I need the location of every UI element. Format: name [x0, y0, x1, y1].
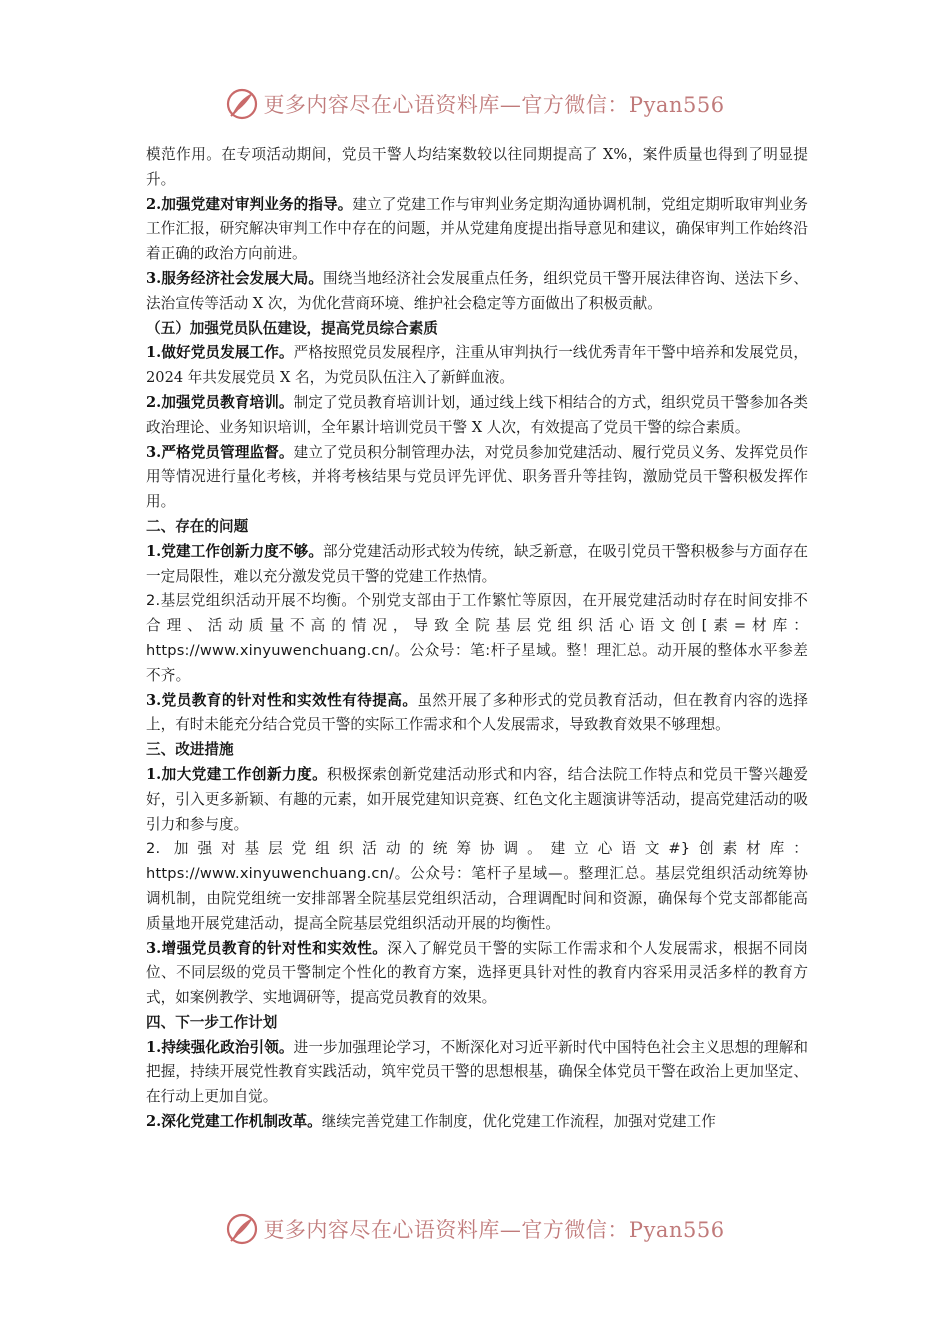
header-banner [0, 86, 950, 122]
paragraph-lead: 3.增强党员教育的针对性和实效性。 [146, 939, 388, 957]
section-heading: 四、下一步工作计划 [146, 1013, 278, 1031]
paragraph-text: 深入了解党员干警的实际工作需求和个人发展需求，根据不同岗位、不同层级的党员干警制定个性化的教育方案，选择更具针对性的教育内容采用灵活多样的教育方式，如案例教学、实地调研等，提高党员教育的效果。 [146, 939, 808, 1007]
paragraph-lead: 2.加强党员教育培训。 [146, 393, 294, 411]
quill-pen-logo-icon [225, 87, 259, 121]
paragraph-text: 建立了党员积分制管理办法，对党员参加党建活动、履行党员义务、发挥党员作用等情况进行量化考核，并将考核结果与党员评先评优、职务晋升等挂钩，激励党员干警积极发挥作用。 [146, 443, 808, 511]
paragraph-text: 继续完善党建工作制度，优化党建工作流程，加强对党建工作 [321, 1113, 716, 1131]
paragraph-text: 部分党建活动形式较为传统，缺乏新意，在吸引党员干警积极参与方面存在一定局限性，难以充分激发党员干警的党建工作热情。 [146, 542, 808, 585]
quill-pen-logo-icon [225, 1212, 259, 1246]
paragraph [146, 1110, 808, 1135]
paragraph [146, 589, 808, 688]
paragraph [146, 143, 808, 193]
paragraph-lead: 2.加强党建对审判业务的指导。 [146, 195, 353, 213]
paragraph-lead: 3.党员教育的针对性和实效性有待提高。 [146, 691, 418, 709]
paragraph-text: 进一步加强理论学习，不断深化对习近平新时代中国特色社会主义思想的理解和把握，持续开展党性教育实践活动，筑牢党员干警的思想根基，确保全体党员干警在政治上更加坚定、在行动上更加自觉。 [146, 1038, 808, 1106]
paragraph-text: 严格按照党员发展程序，注重从审判执行一线优秀青年干警中培养和发展党员，2024 年共发展党员 X 名，为党员队伍注入了新鲜血液。 [146, 344, 808, 387]
paragraph-lead: 1.加大党建工作创新力度。 [146, 765, 328, 783]
paragraph [146, 341, 808, 391]
paragraph-lead: 1.党建工作创新力度不够。 [146, 542, 324, 560]
footer-banner [0, 1211, 950, 1247]
paragraph-lead: 2.深化党建工作机制改革。 [146, 1113, 322, 1131]
paragraph-lead: 3.服务经济社会发展大局。 [146, 269, 324, 287]
paragraph [146, 267, 808, 317]
paragraph [146, 1036, 808, 1110]
paragraph-text: 制定了党员教育培训计划，通过线上线下相结合的方式，组织党员干警参加各类政治理论、业务知识培训，全年累计培训党员干警 X 人次，有效提高了党员干警的综合素质。 [146, 393, 808, 436]
paragraph-text: 虽然开展了多种形式的党员教育活动，但在教育内容的选择上，有时未能充分结合党员干警的实际工作需求和个人发展需求，导致教育效果不够理想。 [146, 691, 808, 734]
paragraph-lead: 1.持续强化政治引领。 [146, 1038, 294, 1056]
paragraph-text: 模范作用。在专项活动期间，党员干警人均结案数较以往同期提高了 X%，案件质量也得到了明显提升。 [146, 146, 808, 188]
section-heading: 三、改进措施 [146, 741, 234, 759]
paragraph-lead: 3.严格党员管理监督。 [146, 443, 294, 461]
paragraph [146, 837, 808, 936]
paragraph-text: 建立了党建工作与审判业务定期沟通协调机制，党组定期听取审判业务工作汇报，研究解决审判工作中存在的问题，并从党建角度提出指导意见和建议，确保审判工作始终沿着正确的政治方向前进。 [146, 195, 808, 263]
paragraph [146, 540, 808, 590]
section-heading: （五）加强党员队伍建设，提高党员综合素质 [146, 319, 438, 337]
paragraph [146, 193, 808, 267]
paragraph-text: 积极探索创新党建活动形式和内容，结合法院工作特点和党员干警兴趣爱好，引入更多新颖、有趣的元素，如开展党建知识竞赛、红色文化主题演讲等活动，提高党建活动的吸引力和参与度。 [146, 765, 808, 833]
paragraph [146, 689, 808, 739]
paragraph-text: 2. 加强对基层党组织活动的统筹协调。建立心语文#}创素材库：https://www.xinyuwenchuang.cn/。公众号：笔杆子星域—。整理汇总。基层党组织活动统筹协调机制，由院党组统一安排部署全院基层党组织活动，合理调配时间和资源，确保每个党支部都能高质量地开展党建活动，提高全院基层党组织活动开展的均衡性。 [146, 840, 808, 932]
paragraph [146, 937, 808, 1011]
paragraph-lead: 1.做好党员发展工作。 [146, 344, 294, 362]
section-heading: 二、存在的问题 [146, 517, 249, 535]
banner-text: 更多内容尽在心语资料库—官方微信：Pyan556 [263, 1218, 725, 1242]
document-body [146, 143, 808, 1135]
paragraph [146, 391, 808, 441]
banner-text: 更多内容尽在心语资料库—官方微信：Pyan556 [263, 93, 725, 117]
paragraph [146, 763, 808, 837]
paragraph-text: 2.基层党组织活动开展不均衡。个别党支部由于工作繁忙等原因，在开展党建活动时存在时间安排不合理、活动质量不高的情况，导致全院基层党组织活心语文创[素=材库：https://www.xinyuwenchuang.cn/。公众号：笔:杆子星域。整！理汇总。动开展的整体水平参差不齐。 [146, 592, 808, 684]
paragraph [146, 441, 808, 515]
paragraph-text: 围绕当地经济社会发展重点任务，组织党员干警开展法律咨询、送法下乡、法治宣传等活动 X 次，为优化营商环境、维护社会稳定等方面做出了积极贡献。 [146, 269, 808, 312]
